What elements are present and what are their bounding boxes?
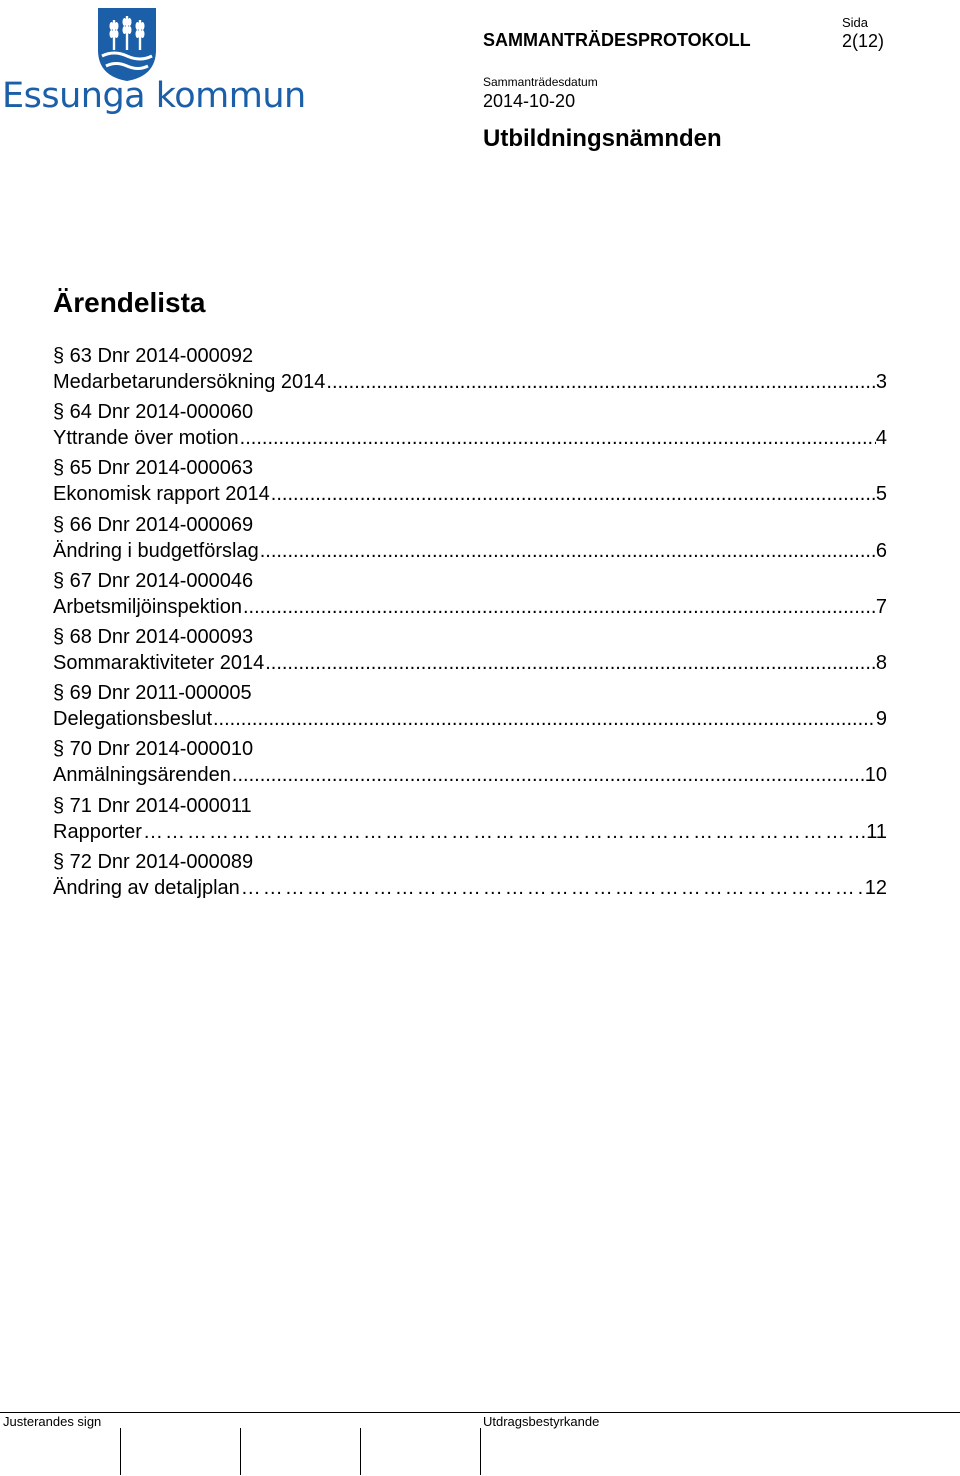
agenda-item-title: Delegationsbeslut	[53, 708, 212, 731]
committee-name: Utbildningsnämnden	[483, 125, 722, 152]
agenda-item-page: 9	[875, 708, 887, 731]
dot-leader	[242, 594, 876, 620]
dot-leader	[212, 706, 876, 732]
agenda-item-page: 5	[875, 483, 887, 506]
agenda-item-title: Rapporter	[53, 820, 142, 843]
certification-label: Utdragsbestyrkande	[483, 1414, 600, 1429]
agenda-item-title: Anmälningsärenden	[53, 764, 231, 787]
signature-box-divider	[240, 1428, 241, 1475]
signature-box-divider	[120, 1428, 121, 1475]
agenda-title: Ärendelista	[53, 287, 206, 318]
agenda-item-reference: § 68 Dnr 2014-000093	[53, 625, 254, 648]
agenda-item[interactable]	[53, 399, 887, 455]
dot-leader	[259, 538, 876, 564]
agenda-item-page: 10	[864, 764, 887, 787]
agenda-item-page: 3	[875, 371, 887, 393]
dot-leader	[270, 481, 876, 507]
page-number: 2(12)	[842, 31, 885, 51]
agenda-item-reference: § 70 Dnr 2014-000010	[53, 738, 254, 761]
logo-wordmark: Essunga kommun	[2, 76, 306, 116]
agenda-item[interactable]	[53, 793, 887, 849]
agenda-item[interactable]	[53, 512, 887, 568]
coat-of-arms-icon	[96, 6, 158, 82]
agenda-item[interactable]	[53, 624, 887, 680]
agenda-item-reference: § 63 Dnr 2014-000092	[53, 345, 254, 367]
signature-box-divider	[360, 1428, 361, 1475]
page-label: Sida	[842, 15, 869, 30]
dot-leader	[325, 369, 875, 395]
agenda-item-reference: § 67 Dnr 2014-000046	[53, 569, 254, 592]
footer-divider	[0, 1412, 960, 1413]
agenda-item-page: 6	[875, 539, 887, 562]
agenda-item-reference: § 66 Dnr 2014-000069	[53, 513, 254, 536]
agenda-item-page: 4	[875, 427, 887, 450]
agenda-item[interactable]	[53, 849, 887, 905]
agenda-item-title: Yttrande över motion	[53, 427, 239, 450]
agenda-item-title: Ändring i budgetförslag	[53, 539, 259, 562]
agenda-item[interactable]	[53, 568, 887, 624]
ellipsis-leader	[240, 875, 865, 901]
signature-label: Justerandes sign	[3, 1414, 102, 1429]
agenda-list	[53, 343, 887, 905]
signature-box-divider	[480, 1428, 481, 1475]
dot-leader	[231, 762, 865, 788]
agenda-item-title: Ekonomisk rapport 2014	[53, 483, 270, 506]
document-type: SAMMANTRÄDESPROTOKOLL	[483, 30, 751, 50]
agenda-item[interactable]	[53, 455, 887, 511]
agenda-item[interactable]	[53, 680, 887, 736]
ellipsis-leader	[142, 819, 866, 845]
agenda-item-page: 8	[875, 651, 887, 674]
dot-leader	[264, 650, 876, 676]
meeting-date-label: Sammanträdesdatum	[483, 75, 598, 89]
dot-leader	[239, 425, 876, 451]
agenda-item-reference: § 69 Dnr 2011-000005	[53, 682, 252, 705]
agenda-item-title: Arbetsmiljöinspektion	[53, 595, 242, 618]
meeting-date: 2014-10-20	[483, 91, 576, 111]
agenda-item-page: 11	[866, 820, 887, 843]
agenda-item-page: 12	[864, 876, 887, 899]
agenda-item-reference: § 71 Dnr 2014-000011	[53, 794, 252, 817]
agenda-item[interactable]	[53, 343, 887, 399]
agenda-item-reference: § 72 Dnr 2014-000089	[53, 850, 254, 873]
municipality-logo	[0, 6, 306, 116]
agenda-item-reference: § 64 Dnr 2014-000060	[53, 401, 254, 424]
agenda-item-title: Medarbetarundersökning 2014	[53, 371, 326, 393]
agenda-item-title: Sommaraktiviteter 2014	[53, 651, 265, 674]
agenda-item-reference: § 65 Dnr 2014-000063	[53, 457, 254, 480]
agenda-item[interactable]	[53, 736, 887, 792]
agenda-item-title: Ändring av detaljplan	[53, 876, 240, 899]
agenda-item-page: 7	[875, 595, 887, 618]
